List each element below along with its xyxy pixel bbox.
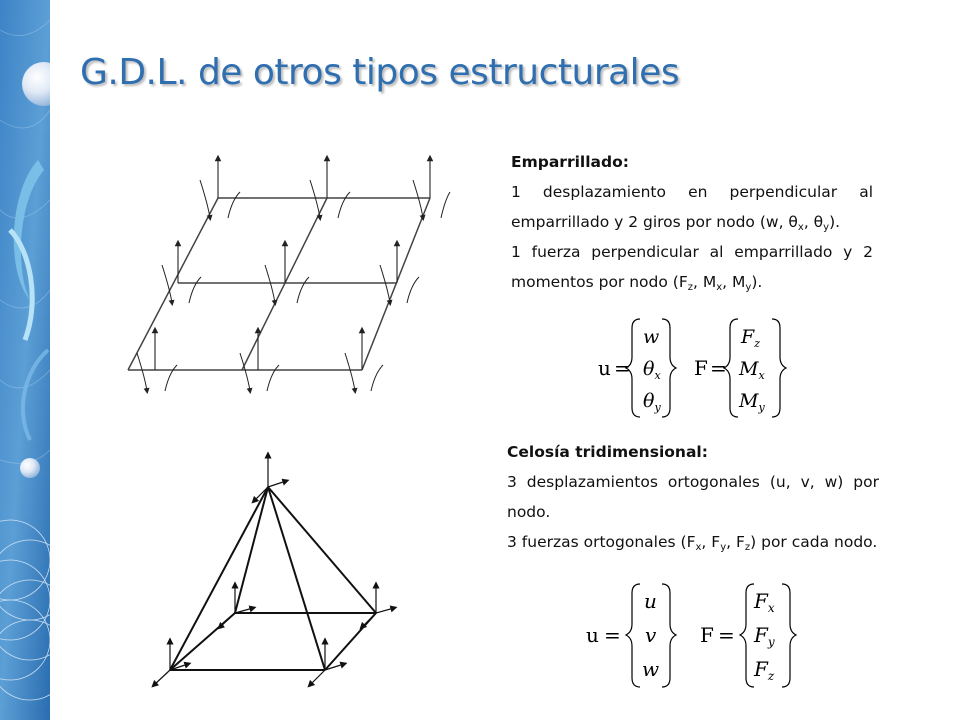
- vector-entry: θ: [643, 390, 655, 412]
- vector-entry: v: [645, 623, 657, 647]
- subscript: y: [823, 222, 830, 233]
- text-run: , θ: [803, 213, 824, 231]
- vector-entry: F: [741, 326, 755, 348]
- vector-entry-sub: x: [767, 601, 775, 615]
- svg-text:w: [643, 326, 659, 348]
- subscript: z: [744, 542, 751, 553]
- svg-text:Mx: [738, 358, 765, 382]
- orb-small: [20, 458, 40, 478]
- subscript: x: [695, 542, 702, 553]
- vector-entry: M: [739, 358, 759, 380]
- vector-entry: F: [754, 657, 768, 681]
- eq-sign: =: [614, 356, 631, 380]
- subscript: y: [720, 542, 727, 553]
- eq-sign: =: [718, 623, 735, 647]
- text-run: , F: [701, 533, 721, 551]
- emparrillado-force-text: [511, 237, 873, 297]
- svg-text:My: [738, 390, 765, 414]
- text-run: , M: [722, 273, 746, 291]
- eq-sign: =: [710, 356, 727, 380]
- text-run: 1 fuerza perpendicular al emparrillado y 2 momentos por nodo (F: [511, 243, 873, 291]
- celosia-dof-text: 3 desplazamientos ortogonales (u, v, w) por nodo.: [507, 473, 879, 521]
- vector-entry-sub: x: [654, 369, 661, 382]
- u-label: u: [598, 356, 611, 380]
- text-run: 3 fuerzas ortogonales (F: [507, 533, 696, 551]
- subscript: y: [745, 282, 752, 293]
- f-label: F: [700, 623, 714, 647]
- svg-text:Fx: [753, 589, 775, 615]
- truss-3d-diagram: [140, 445, 425, 715]
- u-vector-entries: [642, 589, 659, 681]
- celosia-description: [507, 437, 879, 557]
- text-run: ).: [829, 213, 841, 231]
- f-label: F: [694, 356, 708, 380]
- vector-entry: u: [644, 589, 657, 613]
- text-run: , M: [693, 273, 717, 291]
- truss-members: [170, 487, 376, 670]
- eq-sign: =: [604, 623, 621, 647]
- vector-entry-sub: z: [754, 337, 760, 350]
- vector-entry: w: [642, 657, 660, 681]
- subscript: x: [797, 222, 804, 233]
- svg-text:Fz: [740, 326, 760, 350]
- emparrillado-description: [511, 147, 873, 297]
- vector-entry-sub: y: [758, 401, 765, 414]
- celosia-heading: Celosía tridimensional:: [507, 443, 708, 461]
- f-vector-entries: [753, 589, 775, 683]
- celosia-equation: [578, 578, 803, 693]
- vector-entry: F: [754, 623, 768, 647]
- truss-node-axes: [154, 455, 394, 685]
- u-vector-entries: [643, 326, 661, 414]
- node-moment-arrows: [137, 180, 450, 391]
- emparrillado-equation: [588, 313, 798, 423]
- text-run: ) por cada nodo.: [750, 533, 878, 551]
- text-run: , F: [726, 533, 745, 551]
- text-run: ).: [751, 273, 763, 291]
- vector-entry-sub: x: [758, 369, 765, 382]
- grid-structure-diagram: [115, 150, 455, 415]
- grid-members: [128, 198, 430, 370]
- text-run: 1 desplazamiento en perpendicular al emparrillado y 2 giros por nodo (w, θ: [511, 183, 873, 231]
- subscript: x: [716, 282, 723, 293]
- subscript: z: [687, 282, 693, 293]
- vector-entry: M: [739, 390, 759, 412]
- decorative-side-band: [0, 0, 50, 720]
- celosia-force-text: [507, 527, 879, 557]
- vector-entry: F: [754, 589, 768, 613]
- svg-text:Fz: [753, 657, 775, 683]
- svg-text:Fy: [753, 623, 775, 649]
- vector-entry-sub: z: [767, 669, 775, 683]
- emparrillado-dof-text: [511, 177, 873, 237]
- svg-text:θy: [643, 390, 661, 414]
- f-vector-entries: [738, 326, 765, 414]
- emparrillado-heading: Emparrillado:: [511, 153, 629, 171]
- vector-entry: θ: [643, 358, 655, 380]
- slide-title: G.D.L. de otros tipos estructurales: [80, 52, 680, 93]
- vector-entry: w: [643, 326, 660, 348]
- u-label: u: [586, 623, 599, 647]
- vector-entry-sub: y: [767, 635, 775, 649]
- svg-text:θx: [643, 358, 661, 382]
- vector-entry-sub: y: [654, 401, 661, 414]
- node-force-arrows: [155, 158, 430, 370]
